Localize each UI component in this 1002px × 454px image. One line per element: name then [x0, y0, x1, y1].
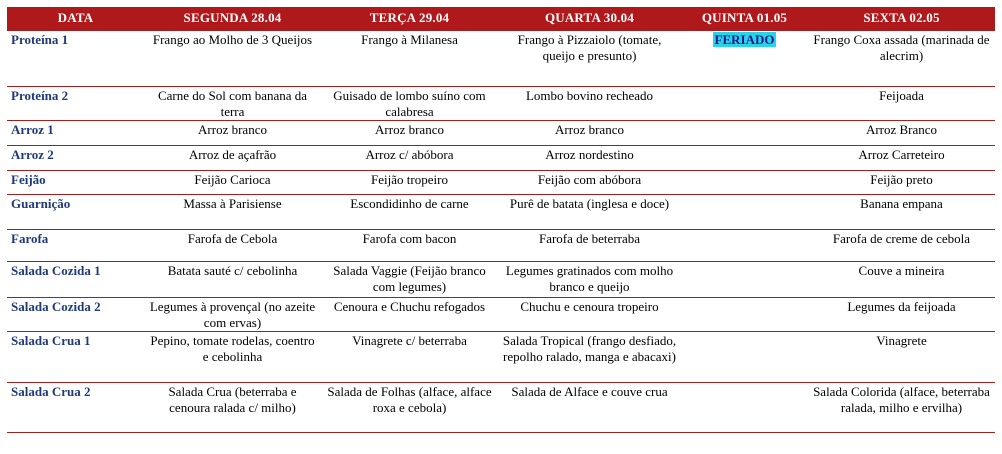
menu-cell: Arroz Branco: [808, 121, 995, 146]
menu-cell: Salada Tropical (frango desfiado, repolho ralado, manga e abacaxi): [498, 332, 681, 383]
holiday-cell: [681, 332, 808, 383]
header-day-friday: SEXTA 02.05: [808, 7, 995, 31]
menu-cell: Frango à Pizzaiolo (tomate, queijo e presunto): [498, 31, 681, 87]
row-label: Proteína 1: [7, 31, 144, 87]
menu-cell: Farofa com bacon: [321, 230, 498, 262]
header-day-tuesday: TERÇA 29.04: [321, 7, 498, 31]
menu-cell: Salada Crua (beterraba e cenoura ralada c/ milho): [144, 383, 321, 433]
menu-cell: Salada de Alface e couve crua: [498, 383, 681, 433]
menu-cell: Legumes à provençal (no azeite com ervas): [144, 298, 321, 332]
menu-cell: Frango à Milanesa: [321, 31, 498, 87]
header-data: DATA: [7, 7, 144, 31]
menu-cell: Arroz Carreteiro: [808, 146, 995, 171]
menu-cell: Banana empana: [808, 195, 995, 230]
holiday-badge: FERIADO: [714, 32, 775, 47]
menu-cell: Feijão tropeiro: [321, 171, 498, 195]
table-row: [7, 87, 995, 121]
row-label: Arroz 1: [7, 121, 144, 146]
table-row: [7, 31, 995, 87]
menu-cell: Vinagrete: [808, 332, 995, 383]
menu-cell: Guisado de lombo suíno com calabresa: [321, 87, 498, 121]
holiday-cell: [681, 146, 808, 171]
menu-cell: Feijoada: [808, 87, 995, 121]
menu-cell: Frango Coxa assada (marinada de alecrim): [808, 31, 995, 87]
table-row: [7, 332, 995, 383]
row-label: Arroz 2: [7, 146, 144, 171]
table-row: [7, 171, 995, 195]
menu-cell: Vinagrete c/ beterraba: [321, 332, 498, 383]
menu-cell: Legumes gratinados com molho branco e queijo: [498, 262, 681, 298]
row-label: Farofa: [7, 230, 144, 262]
table-row: [7, 262, 995, 298]
holiday-cell: [681, 87, 808, 121]
table-row: [7, 121, 995, 146]
menu-cell: Farofa de Cebola: [144, 230, 321, 262]
header-day-wednesday: QUARTA 30.04: [498, 7, 681, 31]
menu-cell: Escondidinho de carne: [321, 195, 498, 230]
menu-cell: Frango ao Molho de 3 Queijos: [144, 31, 321, 87]
row-label: Salada Crua 1: [7, 332, 144, 383]
row-label: Proteína 2: [7, 87, 144, 121]
menu-cell: Arroz nordestino: [498, 146, 681, 171]
header-row: [7, 7, 995, 31]
menu-cell: Batata sauté c/ cebolinha: [144, 262, 321, 298]
menu-cell: Feijão com abóbora: [498, 171, 681, 195]
holiday-cell: [681, 31, 808, 87]
table-row: [7, 383, 995, 433]
row-label: Salada Cozida 2: [7, 298, 144, 332]
holiday-cell: [681, 195, 808, 230]
menu-cell: Arroz branco: [144, 121, 321, 146]
table-row: [7, 298, 995, 332]
table-row: [7, 195, 995, 230]
header-day-thursday: QUINTA 01.05: [681, 7, 808, 31]
menu-table: [7, 7, 995, 433]
menu-cell: Lombo bovino recheado: [498, 87, 681, 121]
menu-cell: Salada Vaggie (Feijão branco com legumes): [321, 262, 498, 298]
row-label: Guarnição: [7, 195, 144, 230]
holiday-cell: [681, 121, 808, 146]
menu-cell: Feijão Carioca: [144, 171, 321, 195]
menu-cell: Salada Colorida (alface, beterraba ralada, milho e ervilha): [808, 383, 995, 433]
holiday-cell: [681, 230, 808, 262]
menu-cell: Couve a mineira: [808, 262, 995, 298]
menu-cell: Arroz branco: [321, 121, 498, 146]
row-label: Salada Cozida 1: [7, 262, 144, 298]
menu-cell: Chuchu e cenoura tropeiro: [498, 298, 681, 332]
menu-cell: Arroz branco: [498, 121, 681, 146]
menu-cell: Farofa de beterraba: [498, 230, 681, 262]
holiday-cell: [681, 298, 808, 332]
holiday-cell: [681, 262, 808, 298]
menu-cell: Legumes da feijoada: [808, 298, 995, 332]
menu-cell: Cenoura e Chuchu refogados: [321, 298, 498, 332]
menu-cell: Arroz de açafrão: [144, 146, 321, 171]
table-row: [7, 230, 995, 262]
holiday-cell: [681, 171, 808, 195]
menu-cell: Pepino, tomate rodelas, coentro e cebolinha: [144, 332, 321, 383]
menu-cell: Arroz c/ abóbora: [321, 146, 498, 171]
menu-cell: Carne do Sol com banana da terra: [144, 87, 321, 121]
header-day-monday: SEGUNDA 28.04: [144, 7, 321, 31]
menu-cell: Purê de batata (inglesa e doce): [498, 195, 681, 230]
menu-cell: Farofa de creme de cebola: [808, 230, 995, 262]
row-label: Feijão: [7, 171, 144, 195]
menu-cell: Feijão preto: [808, 171, 995, 195]
menu-cell: Salada de Folhas (alface, alface roxa e cebola): [321, 383, 498, 433]
holiday-cell: [681, 383, 808, 433]
table-row: [7, 146, 995, 171]
menu-cell: Massa à Parisiense: [144, 195, 321, 230]
row-label: Salada Crua 2: [7, 383, 144, 433]
